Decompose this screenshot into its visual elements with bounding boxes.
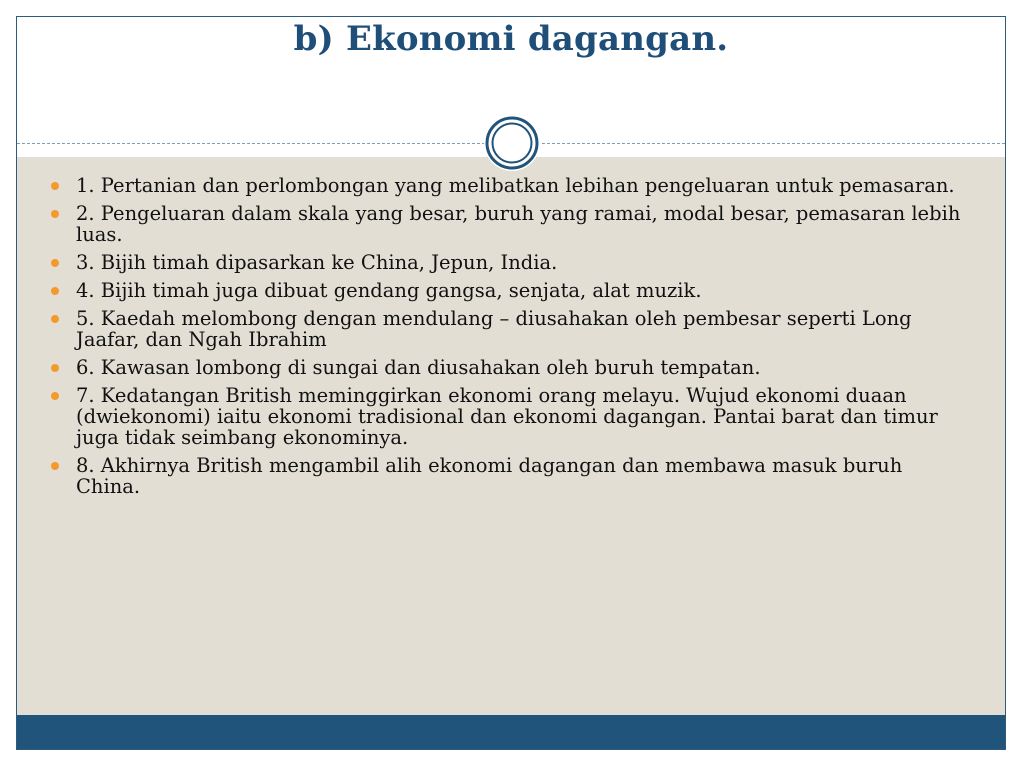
ring-icon [484,115,540,171]
bullet-item [51,280,965,301]
bullet-text: 5. Kaedah melombong dengan mendulang – diusahakan oleh pembesar seperti Long Jaafar, dan Ngah Ibrahim [76,307,912,351]
bullet-dot-icon [51,259,59,267]
bullet-dot-icon [51,210,59,218]
bullet-text: 7. Kedatangan British meminggirkan ekonomi orang melayu. Wujud ekonomi duaan (dwiekonomi) iaitu ekonomi tradisional dan ekonomi dagangan. Pantai barat dan timur juga tidak seimbang ekonominya. [76,384,938,449]
bullet-list [51,175,965,504]
bullet-text: 2. Pengeluaran dalam skala yang besar, buruh yang ramai, modal besar, pemasaran lebih luas. [76,202,961,246]
bullet-item [51,175,965,196]
slide [16,16,1006,750]
bullet-item [51,308,965,350]
slide-title: b) Ekonomi dagangan. [293,19,729,59]
bullet-item [51,357,965,378]
bullet-item [51,252,965,273]
bullet-dot-icon [51,392,59,400]
bullet-text: 8. Akhirnya British mengambil alih ekonomi dagangan dan membawa masuk buruh China. [76,454,903,498]
bullet-item [51,455,965,497]
bullet-dot-icon [51,364,59,372]
bullet-item [51,203,965,245]
footer-bar [17,715,1005,749]
bullet-text: 1. Pertanian dan perlombongan yang melibatkan lebihan pengeluaran untuk pemasaran. [76,174,955,197]
bullet-dot-icon [51,315,59,323]
bullet-dot-icon [51,287,59,295]
bullet-dot-icon [51,182,59,190]
bullet-text: 3. Bijih timah dipasarkan ke China, Jepun, India. [76,251,558,274]
bullet-text: 4. Bijih timah juga dibuat gendang gangsa, senjata, alat muzik. [76,279,702,302]
bullet-dot-icon [51,462,59,470]
bullet-item [51,385,965,448]
bullet-text: 6. Kawasan lombong di sungai dan diusahakan oleh buruh tempatan. [76,356,761,379]
